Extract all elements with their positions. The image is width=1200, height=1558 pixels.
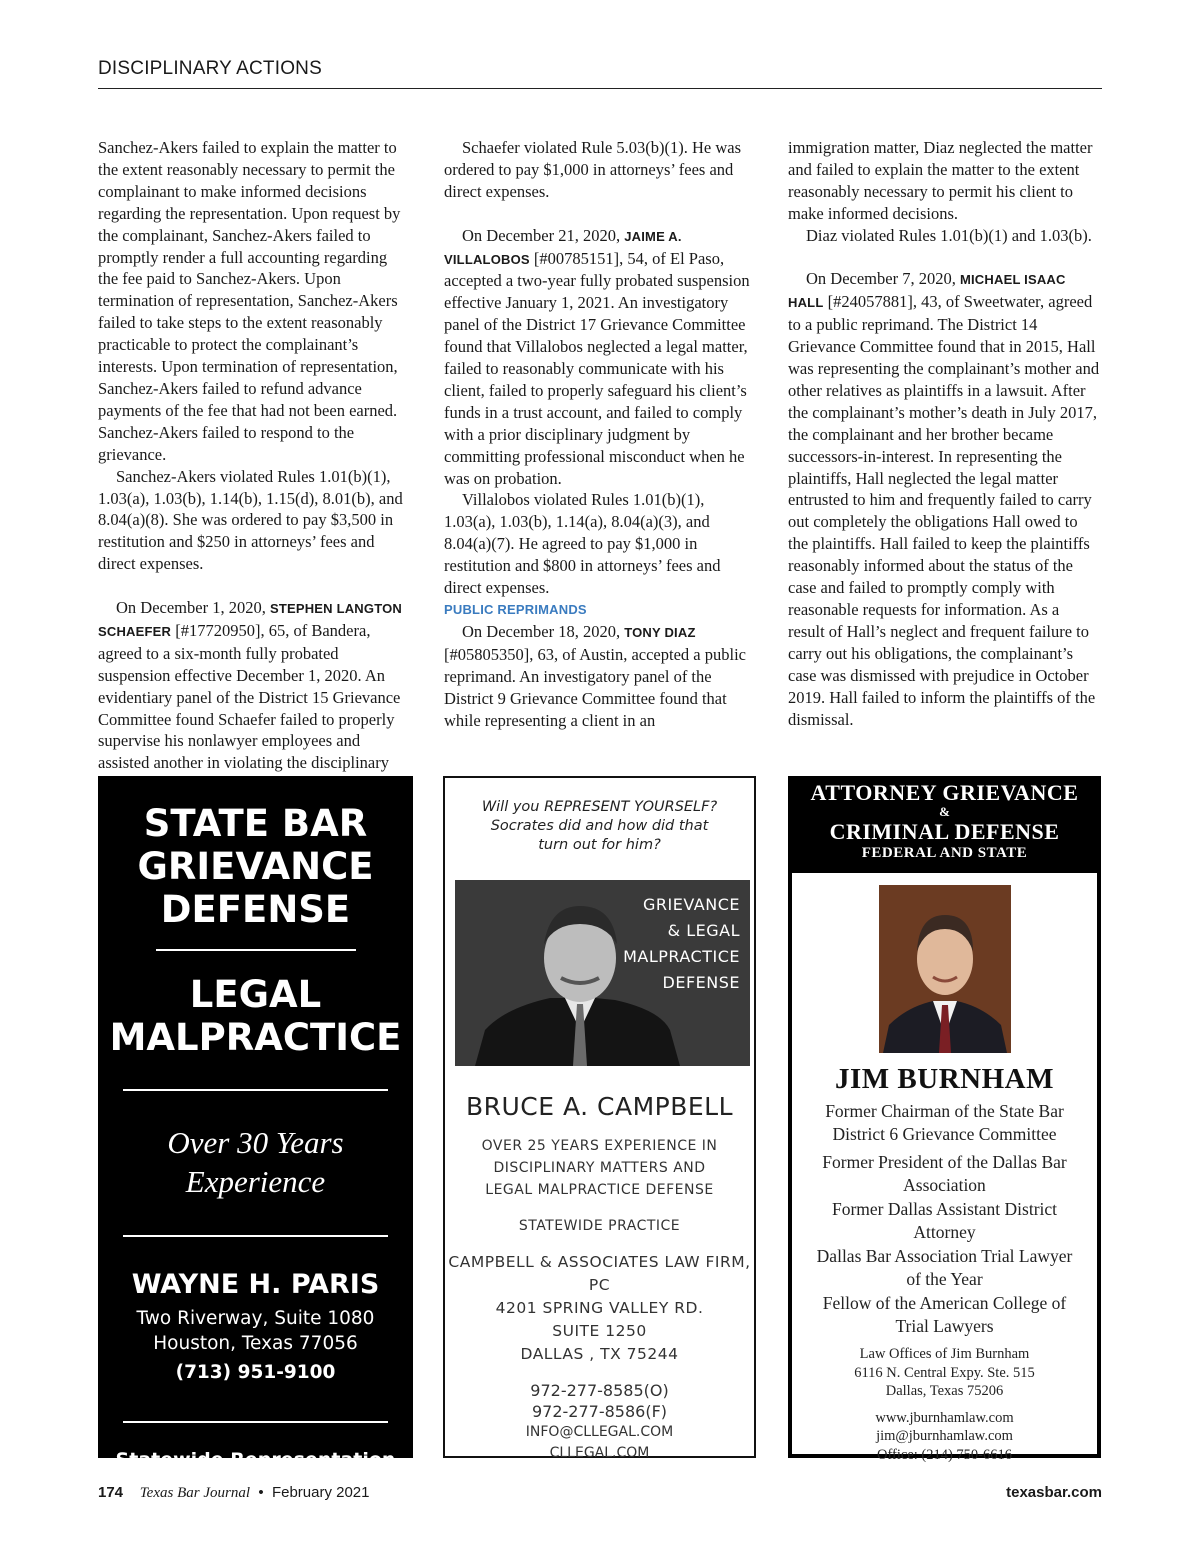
phone: 972-277-8585(O)	[530, 1381, 669, 1400]
address-line: 4201 SPRING VALLEY RD.	[495, 1299, 704, 1317]
experience-text: DISCIPLINARY MATTERS AND	[493, 1160, 706, 1176]
credential: District 6 Grievance Committee	[832, 1123, 1057, 1144]
firm-name: CAMPBELL & ASSOCIATES LAW FIRM, PC	[448, 1253, 751, 1294]
statewide-text: Statewide Representation	[115, 1449, 396, 1471]
publication-name: Texas Bar Journal	[139, 1485, 250, 1501]
paragraph: Sanchez-Akers failed to explain the matter to the extent reasonably necessary to permit the complainant to make informed decisions regarding the representation. Upon request by the complainant, Sanchez-Akers failed to promptly render a full accounting regarding the fee paid to Sanchez-Akers. Upon termination of representation, Sanchez-Akers failed to take steps to the extent reasonably practicable to protect the complainant’s interests. Upon termination of representation, Sanchez-Akers failed to refund advance payments of the fee that had not been earned. Sanchez-Akers failed to respond to the grievance.	[98, 138, 401, 464]
paragraph: On December 18, 2020, TONY DIAZ [#05805350], 63, of Austin, accepted a public reprimand. An investigatory panel of the District 9 Grievance Committee found that while representing a client in an	[444, 621, 746, 730]
credential: Former Chairman of the State Bar	[825, 1101, 1064, 1121]
email: INFO@CLLEGAL.COM	[525, 1424, 674, 1440]
ad-headline: MALPRACTICE	[109, 1016, 402, 1059]
credential: Fellow of the American College of	[822, 1293, 1067, 1313]
credential: Attorney	[913, 1221, 976, 1242]
experience-text: OVER 25 YEARS EXPERIENCE IN	[481, 1138, 718, 1154]
ad-tagline: Socrates did and how did that	[490, 818, 709, 834]
address-line: DALLAS , TX 75244	[520, 1345, 679, 1363]
address-line: Dallas, Texas 75206	[885, 1383, 1004, 1399]
ad-bruce-campbell	[443, 776, 756, 1461]
respondent-name: JAIME A. VILLALOBOS	[444, 228, 682, 267]
ad-wayne-paris	[98, 776, 413, 1471]
credential: Association	[903, 1174, 986, 1195]
address-line: Houston, Texas 77056	[153, 1333, 358, 1354]
ad-jim-burnham	[788, 776, 1101, 1463]
paragraph: On December 1, 2020, STEPHEN LANGTON SCHAEFER [#17720950], 65, of Bandera, agreed to a six-month fully probated suspension effective December 1, 2020. An evidentiary panel of the District 15 Grievance Committee found Schaefer failed to properly supervise his nonlawyer employees and assisted another in violating the disciplinary	[98, 598, 403, 773]
address-line: 6116 N. Central Expy. Ste. 515	[854, 1364, 1035, 1381]
ad-headline: FEDERAL AND STATE	[861, 845, 1028, 861]
paragraph: Schaefer violated Rule 5.03(b)(1). He was ordered to pay $1,000 in attorneys’ fees and direct expenses.	[444, 138, 742, 201]
paragraph: Diaz violated Rules 1.01(b)(1) and 1.03(b).	[806, 225, 1092, 245]
respondent-name: MICHAEL ISAAC HALL	[788, 272, 1066, 311]
credential: Trial Lawyers	[895, 1315, 994, 1336]
paragraph: On December 7, 2020, MICHAEL ISAAC HALL [#24057881], 43, of Sweetwater, agreed to a public reprimand. The District 14 Grievance Committee found that in 2015, Hall was representing the complainant’s mother and other relatives as plaintiffs in a lawsuit. After the complainant’s mother’s death in July 2017, the complainant and her brother became successors-in-interest. In representing the plaintiffs, Hall neglected the legal matter entrusted to him and frequently failed to carry out completely the obligations Hall owed to the plaintiffs. Hall failed to keep the plaintiffs reasonably informed about the status of the case and failed to promptly comply with reasonable requests for information. As a result of Hall’s neglect and frequent failure to carry out his obligations, the complainant’s case was dismissed with prejudice in October 2019. Hall failed to inform the plaintiffs of the dismissal.	[788, 269, 1100, 729]
ad-tagline: turn out for him?	[538, 837, 661, 853]
ad-tagline: Will you REPRESENT YOURSELF?	[481, 799, 718, 815]
ad-headline: STATE BAR	[143, 802, 368, 845]
ad-headline: GRIEVANCE	[137, 845, 374, 888]
firm-name: Law Offices of Jim Burnham	[859, 1346, 1030, 1362]
respondent-name: STEPHEN LANGTON SCHAEFER	[98, 601, 403, 639]
website-link[interactable]: texasbar.com	[1006, 1484, 1102, 1501]
article-column-1	[98, 137, 410, 796]
attorney-photo	[879, 885, 1011, 1053]
statewide-text: STATEWIDE PRACTICE	[518, 1218, 681, 1234]
ad-body	[792, 873, 1097, 1463]
ad-headline: &	[939, 804, 950, 819]
page-number: 174	[98, 1484, 124, 1501]
experience-text: LEGAL MALPRACTICE DEFENSE	[485, 1182, 714, 1198]
email: jim@jburnhamlaw.com	[876, 1428, 1013, 1444]
article-column-2	[444, 137, 756, 731]
subheading: PUBLIC REPRIMANDS	[444, 602, 587, 618]
credential: of the Year	[906, 1268, 983, 1289]
phone: Office: (214) 750-6616	[876, 1446, 1013, 1463]
fax: 972-277-8586(F)	[531, 1402, 668, 1421]
paragraph: On December 21, 2020, JAIME A. VILLALOBOS [#00785151], 54, of El Paso, accepted a two-year fully probated suspension effective January 1, 2021. An investigatory panel of the District 17 Grievance Committee found that Villalobos neglected a legal matter, failed to reasonably communicate with his client, failed to properly safeguard his client’s funds in a trust account, and failed to comply with a prior disciplinary judgment by committing professional misconduct when he was on probation.	[444, 225, 750, 488]
attorney-name: BRUCE A. CAMPBELL	[465, 1092, 734, 1121]
paragraph: immigration matter, Diaz neglected the matter and failed to explain the matter to the extent reasonably necessary to permit his client to make informed decisions.	[788, 138, 1093, 223]
ad-headline: ATTORNEY GRIEVANCE	[810, 780, 1079, 805]
respondent-name: TONY DIAZ	[624, 624, 696, 640]
attorney-name: JIM BURNHAM	[835, 1063, 1054, 1095]
paragraph: Villalobos violated Rules 1.01(b)(1), 1.03(a), 1.03(b), 1.14(a), 8.04(a)(3), and 8.04(a)(7). He agreed to pay $1,000 in restitution and $800 in attorneys’ fees and direct expenses.	[444, 490, 721, 598]
address-line: Two Riverway, Suite 1080	[136, 1308, 375, 1329]
address-line: SUITE 1250	[552, 1322, 647, 1340]
page-footer	[98, 1484, 1102, 1504]
website: www.jburnhamlaw.com	[875, 1409, 1014, 1426]
ad-headline: GRIEVANCE & LEGAL MALPRACTICE DEFENSE	[623, 895, 740, 992]
attorney-photo	[455, 880, 750, 1066]
attorney-name: WAYNE H. PARIS	[131, 1269, 380, 1300]
divider	[123, 1421, 388, 1423]
ad-headline: LEGAL	[189, 973, 322, 1016]
credential: Former Dallas Assistant District	[831, 1199, 1058, 1219]
bullet: •	[258, 1484, 264, 1501]
credential: Dallas Bar Association Trial Lawyer	[816, 1246, 1073, 1266]
portrait-illustration	[879, 885, 1011, 1053]
credential: Former President of the Dallas Bar	[822, 1152, 1067, 1172]
paragraph: Sanchez-Akers violated Rules 1.01(b)(1), 1.03(a), 1.03(b), 1.14(b), 1.15(d), 8.01(b), and 8.04(a)(8). She was ordered to pay $3,500 in restitution and $250 in attorneys’ fees and direct expenses.	[98, 466, 403, 574]
issue-date: February 2021	[271, 1484, 370, 1501]
section-title: DISCIPLINARY ACTIONS	[98, 58, 1102, 89]
ad-headline: CRIMINAL DEFENSE	[829, 819, 1060, 844]
phone: (713) 951-9100	[175, 1362, 336, 1383]
article-column-3	[788, 137, 1100, 730]
experience-text: Experience	[185, 1164, 326, 1199]
ad-headline: DEFENSE	[160, 888, 351, 931]
website: CLLEGAL.COM	[549, 1445, 650, 1461]
experience-text: Over 30 Years	[167, 1125, 344, 1160]
